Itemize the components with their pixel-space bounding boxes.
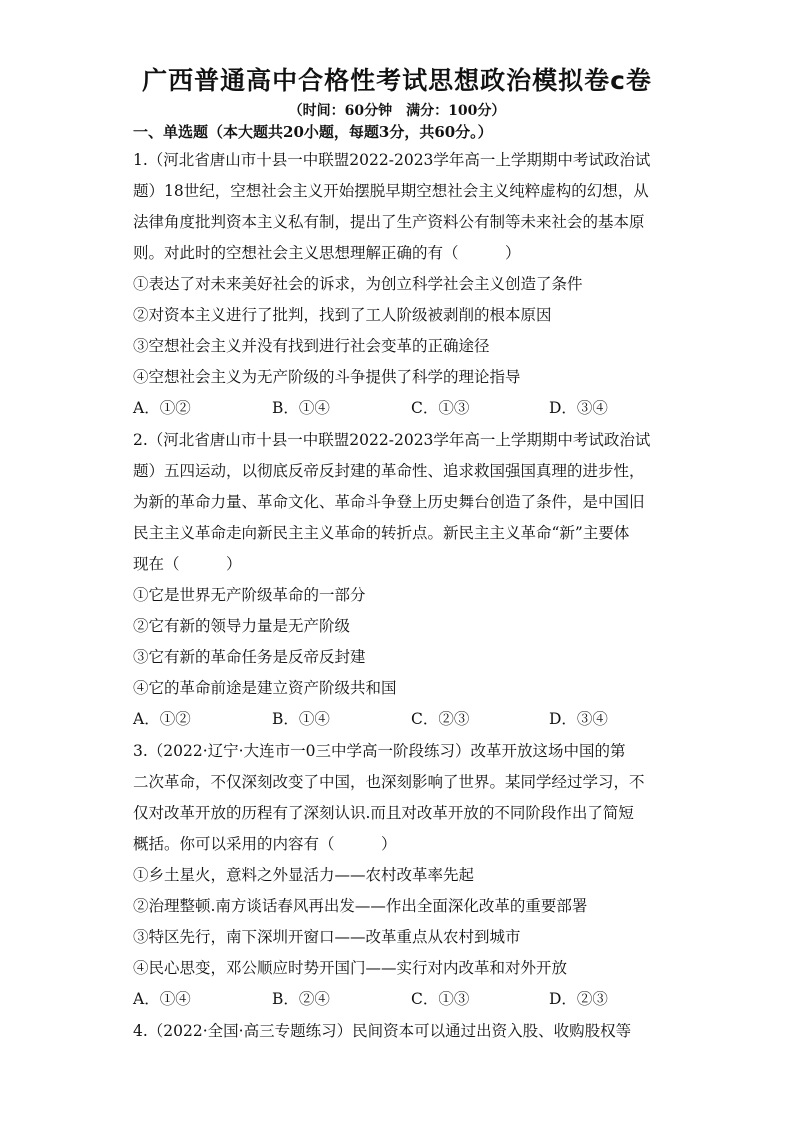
question-stem-line: 二次革命，不仅深刻改变了中国，也深刻影响了世界。某同学经过学习，不 <box>133 773 645 791</box>
question-stem-line: 法律角度批判资本主义私有制，提出了生产资料公有制等未来社会的基本原 <box>133 213 645 231</box>
question-stem-line: 民主主义革命走向新民主主义革命的转折点。新民主主义革命“新”主要体 <box>133 524 630 542</box>
option-d: D．③④ <box>549 399 608 417</box>
statement-3: ③空想社会主义并没有找到进行社会变革的正确途径 <box>133 337 490 355</box>
statement-4: ④空想社会主义为无产阶级的斗争提供了科学的理论指导 <box>133 368 521 386</box>
page-title: 广西普通高中合格性考试思想政治模拟卷c卷 <box>142 66 652 95</box>
option-c: C．①③ <box>411 990 470 1008</box>
question-stem-line: 题）18世纪，空想社会主义开始摆脱早期空想社会主义纯粹虚构的幻想，从 <box>133 182 649 200</box>
statement-2: ②它有新的领导力量是无产阶级 <box>133 617 351 635</box>
question-stem-line: 4.（2022·全国·高三专题练习）民间资本可以通过出资入股、收购股权等 <box>133 1022 632 1040</box>
option-a: A．①② <box>133 399 191 417</box>
question-stem-line: 题）五四运动，以彻底反帝反封建的革命性、追求救国强国真理的进步性， <box>133 462 645 480</box>
exam-time-score: （时间：60分钟 满分：100分） <box>288 103 506 119</box>
statement-1: ①乡土星火，意料之外显活力——农村改革率先起 <box>133 866 475 884</box>
option-c: C．②③ <box>411 710 470 728</box>
option-c: C．①③ <box>411 399 470 417</box>
statement-4: ④它的革命前途是建立资产阶级共和国 <box>133 679 397 697</box>
question-stem-line: 现在（ ） <box>133 555 242 573</box>
statement-3: ③它有新的革命任务是反帝反封建 <box>133 648 366 666</box>
question-stem-line: 2.（河北省唐山市十县一中联盟2022-2023学年高一上学期期中考试政治试 <box>133 431 651 449</box>
question-stem-line: 为新的革命力量、革命文化、革命斗争登上历史舞台创造了条件，是中国旧 <box>133 493 645 511</box>
option-b: B．②④ <box>272 990 330 1008</box>
option-a: A．①④ <box>133 990 191 1008</box>
statement-2: ②治理整顿.南方谈话春风再出发——作出全面深化改革的重要部署 <box>133 897 588 915</box>
statement-1: ①它是世界无产阶级革命的一部分 <box>133 586 366 604</box>
option-a: A．①② <box>133 710 191 728</box>
question-stem-line: 概括。你可以采用的内容有（ ） <box>133 835 397 853</box>
statement-2: ②对资本主义进行了批判，找到了工人阶级被剥削的根本原因 <box>133 306 552 324</box>
question-stem-line: 则。对此时的空想社会主义思想理解正确的有（ ） <box>133 244 521 262</box>
question-stem-line: 3.（2022·辽宁·大连市一0三中学高一阶段练习）改革开放这场中国的第 <box>133 742 626 760</box>
statement-1: ①表达了对未来美好社会的诉求，为创立科学社会主义创造了条件 <box>133 275 583 293</box>
question-stem-line: 仅对改革开放的历程有了深刻认识.而且对改革开放的不同阶段作出了简短 <box>133 804 634 822</box>
option-d: D．③④ <box>549 710 608 728</box>
option-d: D．②③ <box>549 990 608 1008</box>
option-b: B．①④ <box>272 399 330 417</box>
option-b: B．①④ <box>272 710 330 728</box>
statement-4: ④民心思变，邓公顺应时势开国门——实行对内改革和对外开放 <box>133 959 568 977</box>
section-heading: 一、单选题（本大题共20小题，每题3分，共60分。） <box>133 123 493 141</box>
statement-3: ③特区先行，南下深圳开窗口——改革重点从农村到城市 <box>133 928 521 946</box>
question-stem-line: 1.（河北省唐山市十县一中联盟2022-2023学年高一上学期期中考试政治试 <box>133 151 651 169</box>
